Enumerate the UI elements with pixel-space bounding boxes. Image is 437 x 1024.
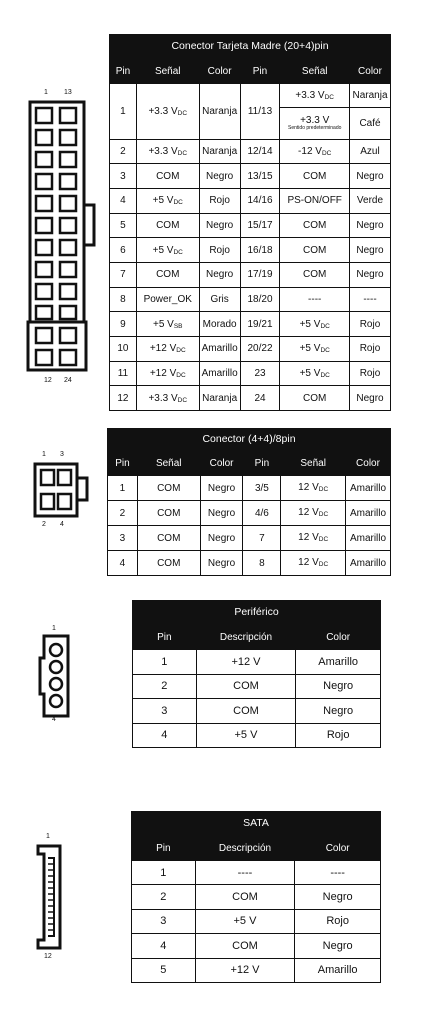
table-row xyxy=(110,337,391,362)
col-header-signal: Señal xyxy=(137,452,200,476)
table-row xyxy=(132,934,381,958)
color-cell: Negro xyxy=(350,238,391,263)
sata-pin-label-1: 1 xyxy=(46,833,50,840)
signal-cell: +3.3 $V_{DC}$ xyxy=(136,139,199,164)
table-row xyxy=(110,84,391,108)
signal-cell: COM xyxy=(280,213,350,238)
col-header-color: Color xyxy=(199,59,240,84)
pin-cell: 15/17 xyxy=(240,213,280,238)
signal-cell: COM xyxy=(136,213,199,238)
description-cell: +12 V xyxy=(195,958,295,982)
table-row xyxy=(132,958,381,982)
pin-cell: 1 xyxy=(110,84,137,140)
table-row xyxy=(108,526,391,551)
color-cell: Negro xyxy=(200,526,243,551)
color-cell: ---- xyxy=(295,860,381,884)
pin-cell: 4 xyxy=(108,551,138,576)
color-cell: Verde xyxy=(350,189,391,214)
col-header-pin: Pin xyxy=(108,452,138,476)
pin-cell: 4 xyxy=(133,723,197,748)
sata-connector-table xyxy=(131,811,381,983)
color-cell: Amarillo xyxy=(296,650,381,675)
pin-cell: 16/18 xyxy=(240,238,280,263)
signal-cell: +5 $V_{DC}$ xyxy=(280,312,350,337)
signal-cell: +12 $V_{DC}$ xyxy=(136,361,199,386)
signal-cell: ---- xyxy=(280,287,350,312)
signal-cell: +5 $V_{DC}$ xyxy=(136,189,199,214)
signal-cell: +5 $V_{DC}$ xyxy=(280,337,350,362)
description-cell: +12 V xyxy=(196,650,296,675)
table-row xyxy=(133,674,381,699)
color-cell: Naranja xyxy=(199,386,240,411)
table-row xyxy=(132,860,381,884)
signal-note: Sentido predeterminado xyxy=(288,125,342,132)
molex-pin-label-1: 1 xyxy=(52,625,56,632)
pin-cell: 17/19 xyxy=(240,263,280,288)
color-cell: Negro xyxy=(350,386,391,411)
eps-pin-label-2: 2 xyxy=(42,521,46,528)
atx-24pin-connector-icon xyxy=(28,100,98,372)
color-cell: Rojo xyxy=(199,238,240,263)
col-header-color: Color xyxy=(296,625,381,650)
pin-cell: 3/5 xyxy=(243,476,281,501)
signal-cell: Power_OK xyxy=(136,287,199,312)
col-header-description: Descripción xyxy=(195,836,295,860)
signal-cell: 12 $V_{DC}$ xyxy=(281,551,346,576)
atx-pin-label-24: 24 xyxy=(64,377,72,384)
pin-cell: 3 xyxy=(108,526,138,551)
signal-cell: COM xyxy=(280,238,350,263)
signal-cell: COM xyxy=(137,551,200,576)
molex-pin-label-4: 4 xyxy=(52,716,56,723)
signal-cell: +5 $V_{DC}$ xyxy=(280,361,350,386)
signal-cell: +3.3 $V_{DC}$ xyxy=(280,84,350,108)
pin-cell: 1 xyxy=(132,860,196,884)
table-row xyxy=(110,263,391,288)
table-row xyxy=(110,312,391,337)
description-cell: +5 V xyxy=(195,909,295,933)
color-cell: Negro xyxy=(200,501,243,526)
pin-cell: 20/22 xyxy=(240,337,280,362)
eps-pin-label-3: 3 xyxy=(60,451,64,458)
pin-cell: 8 xyxy=(243,551,281,576)
pin-cell: 5 xyxy=(132,958,196,982)
signal-cell: COM xyxy=(136,263,199,288)
table-row xyxy=(132,909,381,933)
pin-cell: 2 xyxy=(132,885,196,909)
col-header-pin: Pin xyxy=(110,59,137,84)
col-header-color: Color xyxy=(200,452,243,476)
table-row xyxy=(108,551,391,576)
color-cell: Amarillo xyxy=(346,501,391,526)
pin-cell: 3 xyxy=(132,909,196,933)
sata-pin-label-12: 12 xyxy=(44,953,52,960)
table-row xyxy=(133,699,381,724)
pin-cell: 11/13 xyxy=(240,84,280,140)
pin-cell: 13/15 xyxy=(240,164,280,189)
color-cell: Amarillo xyxy=(346,476,391,501)
col-header-pin: Pin xyxy=(132,836,196,860)
pin-cell: 11 xyxy=(110,361,137,386)
color-cell: Azul xyxy=(350,139,391,164)
signal-cell: +5 $V_{DC}$ xyxy=(136,238,199,263)
pin-cell: 4 xyxy=(132,934,196,958)
description-cell: COM xyxy=(196,674,296,699)
color-cell: Amarillo xyxy=(199,337,240,362)
pin-cell: 1 xyxy=(108,476,138,501)
color-cell: Rojo xyxy=(295,909,381,933)
pin-cell: 2 xyxy=(133,674,197,699)
col-header-color: Color xyxy=(346,452,391,476)
signal-cell: +12 $V_{DC}$ xyxy=(136,337,199,362)
signal-cell: COM xyxy=(137,501,200,526)
table-row xyxy=(133,723,381,748)
color-cell: Negro xyxy=(295,885,381,909)
col-header-signal: Señal xyxy=(280,59,350,84)
pin-cell: 6 xyxy=(110,238,137,263)
signal-cell: +3.3 $V_{DC}$ xyxy=(136,386,199,411)
color-cell: Gris xyxy=(199,287,240,312)
peripheral-table-title: Periférico xyxy=(133,601,381,626)
col-header-signal: Señal xyxy=(281,452,346,476)
signal-cell: 12 $V_{DC}$ xyxy=(281,526,346,551)
table-row xyxy=(110,213,391,238)
pin-cell: 4/6 xyxy=(243,501,281,526)
description-cell: ---- xyxy=(195,860,295,884)
eps-pin-label-4: 4 xyxy=(60,521,64,528)
color-cell: Naranja xyxy=(199,139,240,164)
col-header-signal: Señal xyxy=(136,59,199,84)
pin-cell: 7 xyxy=(110,263,137,288)
table-row xyxy=(110,287,391,312)
signal-cell: COM xyxy=(280,164,350,189)
color-cell: Negro xyxy=(295,934,381,958)
color-cell: Negro xyxy=(199,213,240,238)
color-cell: Café xyxy=(350,107,391,139)
col-header-description: Descripción xyxy=(196,625,296,650)
signal-cell: COM xyxy=(137,526,200,551)
pin-cell: 14/16 xyxy=(240,189,280,214)
pin-cell: 1 xyxy=(133,650,197,675)
pin-cell: 4 xyxy=(110,189,137,214)
table-row xyxy=(110,386,391,411)
color-cell: Morado xyxy=(199,312,240,337)
signal-cell: COM xyxy=(136,164,199,189)
pin-cell: 18/20 xyxy=(240,287,280,312)
color-cell: Rojo xyxy=(296,723,381,748)
eps-pin-label-1: 1 xyxy=(42,451,46,458)
color-cell: Rojo xyxy=(350,361,391,386)
signal-cell: +3.3 $V_{DC}$ xyxy=(136,84,199,140)
color-cell: Negro xyxy=(199,263,240,288)
color-cell: Rojo xyxy=(350,337,391,362)
color-cell: Negro xyxy=(296,674,381,699)
eps-table-title: Conector (4+4)/8pin xyxy=(108,429,391,452)
color-cell: Negro xyxy=(350,164,391,189)
table-row xyxy=(110,189,391,214)
pin-cell: 12/14 xyxy=(240,139,280,164)
signal-cell: 12 $V_{DC}$ xyxy=(281,501,346,526)
pin-cell: 23 xyxy=(240,361,280,386)
signal-cell: COM xyxy=(280,263,350,288)
color-cell: Negro xyxy=(199,164,240,189)
color-cell: Amarillo xyxy=(295,958,381,982)
molex-4pin-connector-icon xyxy=(38,634,74,718)
color-cell: Negro xyxy=(200,476,243,501)
description-cell: +5 V xyxy=(196,723,296,748)
description-cell: COM xyxy=(195,885,295,909)
eps-8pin-connector-icon xyxy=(33,462,93,520)
col-header-color: Color xyxy=(350,59,391,84)
pin-cell: 3 xyxy=(133,699,197,724)
atx-table-title: Conector Tarjeta Madre (20+4)pin xyxy=(110,35,391,60)
pin-cell: 9 xyxy=(110,312,137,337)
pin-cell: 19/21 xyxy=(240,312,280,337)
signal-cell: PS-ON/OFF xyxy=(280,189,350,214)
eps-connector-table xyxy=(107,428,391,576)
table-row xyxy=(133,650,381,675)
peripheral-connector-table xyxy=(132,600,381,748)
atx-pin-label-13: 13 xyxy=(64,89,72,96)
color-cell: Amarillo xyxy=(199,361,240,386)
signal-cell: COM xyxy=(280,386,350,411)
color-cell: Naranja xyxy=(350,84,391,108)
table-row xyxy=(110,238,391,263)
atx-pin-label-1: 1 xyxy=(44,89,48,96)
pin-cell: 5 xyxy=(110,213,137,238)
col-header-pin: Pin xyxy=(133,625,197,650)
table-row xyxy=(110,164,391,189)
pin-cell: 8 xyxy=(110,287,137,312)
pin-cell: 2 xyxy=(108,501,138,526)
color-cell: Negro xyxy=(350,213,391,238)
signal-cell: +3.3 V Sentido predeterminado xyxy=(280,107,350,139)
signal-cell: 12 $V_{DC}$ xyxy=(281,476,346,501)
color-cell: Naranja xyxy=(199,84,240,140)
table-row xyxy=(110,361,391,386)
pin-cell: 2 xyxy=(110,139,137,164)
color-cell: Negro xyxy=(350,263,391,288)
col-header-pin: Pin xyxy=(243,452,281,476)
color-cell: Amarillo xyxy=(346,551,391,576)
signal-cell: +5 $V_{SB}$ xyxy=(136,312,199,337)
pin-cell: 24 xyxy=(240,386,280,411)
color-cell: Amarillo xyxy=(346,526,391,551)
table-row xyxy=(132,885,381,909)
color-cell: ---- xyxy=(350,287,391,312)
description-cell: COM xyxy=(195,934,295,958)
color-cell: Rojo xyxy=(350,312,391,337)
atx-connector-table xyxy=(109,34,391,411)
atx-pin-label-12: 12 xyxy=(44,377,52,384)
color-cell: Negro xyxy=(296,699,381,724)
col-header-pin: Pin xyxy=(240,59,280,84)
col-header-color: Color xyxy=(295,836,381,860)
pin-cell: 12 xyxy=(110,386,137,411)
sata-table-title: SATA xyxy=(132,812,381,836)
color-cell: Negro xyxy=(200,551,243,576)
sata-connector-icon xyxy=(36,844,64,950)
signal-cell: COM xyxy=(137,476,200,501)
signal-cell: -12 $V_{DC}$ xyxy=(280,139,350,164)
pin-cell: 3 xyxy=(110,164,137,189)
table-row xyxy=(108,501,391,526)
pin-cell: 10 xyxy=(110,337,137,362)
pin-cell: 7 xyxy=(243,526,281,551)
table-row xyxy=(108,476,391,501)
description-cell: COM xyxy=(196,699,296,724)
color-cell: Rojo xyxy=(199,189,240,214)
table-row xyxy=(110,139,391,164)
